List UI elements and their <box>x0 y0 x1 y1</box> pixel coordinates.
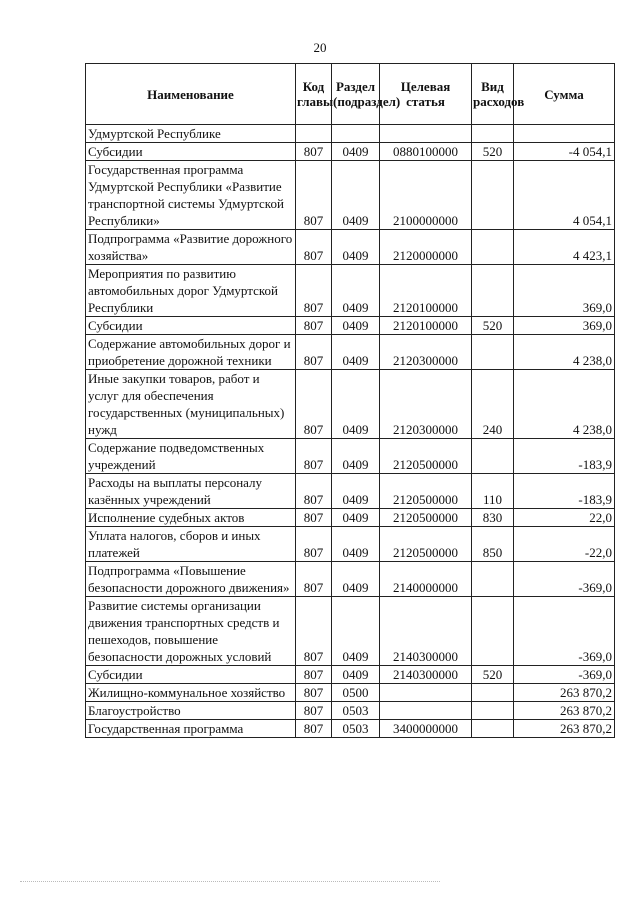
table-row <box>86 527 615 562</box>
cell-name: Иные закупки товаров, работ и услуг для обеспечения государственных (муниципальных) нужд <box>86 370 296 439</box>
cell-sum: 4 238,0 <box>514 335 615 370</box>
cell-type: 520 <box>472 666 514 684</box>
cell-name: Удмуртской Республике <box>86 125 296 143</box>
table-row <box>86 474 615 509</box>
cell-type: 520 <box>472 143 514 161</box>
cell-section: 0409 <box>332 230 380 265</box>
cell-article: 2120300000 <box>380 335 472 370</box>
cell-name: Содержание автомобильных дорог и приобретение дорожной техники <box>86 335 296 370</box>
cell-article: 2120500000 <box>380 527 472 562</box>
cell-sum: 22,0 <box>514 509 615 527</box>
cell-sum: 4 054,1 <box>514 161 615 230</box>
cell-type <box>472 597 514 666</box>
cell-sum: 263 870,2 <box>514 720 615 738</box>
cell-section: 0409 <box>332 265 380 317</box>
cell-sum: -183,9 <box>514 474 615 509</box>
cell-sum: -369,0 <box>514 562 615 597</box>
cell-type: 520 <box>472 317 514 335</box>
cell-type: 240 <box>472 370 514 439</box>
cell-sum <box>514 125 615 143</box>
cell-sum: 4 423,1 <box>514 230 615 265</box>
cell-article: 2120100000 <box>380 317 472 335</box>
cell-article <box>380 702 472 720</box>
cell-article: 0880100000 <box>380 143 472 161</box>
cell-code: 807 <box>296 702 332 720</box>
cell-code: 807 <box>296 317 332 335</box>
cell-sum: -22,0 <box>514 527 615 562</box>
header-code: Код главы <box>296 64 332 125</box>
cell-article: 2120100000 <box>380 265 472 317</box>
cell-code: 807 <box>296 439 332 474</box>
cell-type <box>472 702 514 720</box>
cell-sum: -183,9 <box>514 439 615 474</box>
cell-type: 830 <box>472 509 514 527</box>
cell-sum: -369,0 <box>514 666 615 684</box>
cell-name: Субсидии <box>86 317 296 335</box>
cell-section: 0409 <box>332 562 380 597</box>
cell-type: 850 <box>472 527 514 562</box>
table-row <box>86 439 615 474</box>
cell-code: 807 <box>296 597 332 666</box>
cell-article <box>380 684 472 702</box>
table-row <box>86 509 615 527</box>
table-row <box>86 230 615 265</box>
cell-sum: 369,0 <box>514 317 615 335</box>
cell-type <box>472 265 514 317</box>
cell-code: 807 <box>296 527 332 562</box>
table-row <box>86 666 615 684</box>
cell-name: Субсидии <box>86 143 296 161</box>
cell-type <box>472 335 514 370</box>
cell-sum: 263 870,2 <box>514 702 615 720</box>
cell-name: Расходы на выплаты персоналу казённых учреждений <box>86 474 296 509</box>
cell-type: 110 <box>472 474 514 509</box>
cell-name: Подпрограмма «Развитие дорожного хозяйства» <box>86 230 296 265</box>
cell-section: 0409 <box>332 335 380 370</box>
cell-article: 3400000000 <box>380 720 472 738</box>
header-sum: Сумма <box>514 64 615 125</box>
cell-code: 807 <box>296 143 332 161</box>
budget-table <box>85 63 615 738</box>
header-type: Вид расходов <box>472 64 514 125</box>
cell-section <box>332 125 380 143</box>
cell-section: 0503 <box>332 720 380 738</box>
cell-sum: 369,0 <box>514 265 615 317</box>
cell-section: 0409 <box>332 527 380 562</box>
cell-name: Государственная программа <box>86 720 296 738</box>
cell-section: 0503 <box>332 702 380 720</box>
cell-type <box>472 684 514 702</box>
cell-article <box>380 125 472 143</box>
cell-name: Государственная программа Удмуртской Республики «Развитие транспортной системы Удмуртской Республики» <box>86 161 296 230</box>
cell-name: Подпрограмма «Повышение безопасности дорожного движения» <box>86 562 296 597</box>
table-row <box>86 317 615 335</box>
cell-sum: -4 054,1 <box>514 143 615 161</box>
cell-name: Содержание подведомственных учреждений <box>86 439 296 474</box>
cell-code: 807 <box>296 265 332 317</box>
cell-sum: 4 238,0 <box>514 370 615 439</box>
cell-code: 807 <box>296 230 332 265</box>
table-row <box>86 720 615 738</box>
cell-article: 2120500000 <box>380 509 472 527</box>
cell-article: 2120500000 <box>380 474 472 509</box>
cell-article: 2120000000 <box>380 230 472 265</box>
cell-article: 2140300000 <box>380 597 472 666</box>
cell-article: 2140300000 <box>380 666 472 684</box>
cell-section: 0409 <box>332 666 380 684</box>
cell-name: Исполнение судебных актов <box>86 509 296 527</box>
cell-article: 2120300000 <box>380 370 472 439</box>
cell-type <box>472 161 514 230</box>
table-header-row <box>86 64 615 125</box>
cell-code: 807 <box>296 335 332 370</box>
cell-name: Развитие системы организации движения транспортных средств и пешеходов, повышение безопасности дорожных условий <box>86 597 296 666</box>
cell-article: 2100000000 <box>380 161 472 230</box>
table-row <box>86 562 615 597</box>
cell-code: 807 <box>296 509 332 527</box>
cell-section: 0500 <box>332 684 380 702</box>
cell-sum: -369,0 <box>514 597 615 666</box>
cell-section: 0409 <box>332 161 380 230</box>
table-row <box>86 161 615 230</box>
header-article: Целевая статья <box>380 64 472 125</box>
cell-section: 0409 <box>332 509 380 527</box>
cell-name: Благоустройство <box>86 702 296 720</box>
cell-type <box>472 439 514 474</box>
cell-code: 807 <box>296 666 332 684</box>
cell-section: 0409 <box>332 143 380 161</box>
table-row <box>86 125 615 143</box>
table-row <box>86 265 615 317</box>
cell-section: 0409 <box>332 317 380 335</box>
cell-code: 807 <box>296 720 332 738</box>
cell-section: 0409 <box>332 597 380 666</box>
table-row <box>86 702 615 720</box>
scan-artifact-line <box>20 881 440 882</box>
cell-code <box>296 125 332 143</box>
cell-section: 0409 <box>332 439 380 474</box>
table-row <box>86 335 615 370</box>
cell-type <box>472 125 514 143</box>
cell-code: 807 <box>296 562 332 597</box>
cell-type <box>472 230 514 265</box>
cell-name: Субсидии <box>86 666 296 684</box>
cell-code: 807 <box>296 474 332 509</box>
cell-article: 2120500000 <box>380 439 472 474</box>
cell-code: 807 <box>296 370 332 439</box>
cell-type <box>472 562 514 597</box>
cell-article: 2140000000 <box>380 562 472 597</box>
cell-section: 0409 <box>332 474 380 509</box>
table-body <box>86 125 615 738</box>
cell-type <box>472 720 514 738</box>
cell-name: Жилищно-коммунальное хозяйство <box>86 684 296 702</box>
table-row <box>86 370 615 439</box>
table-row <box>86 684 615 702</box>
table-row <box>86 597 615 666</box>
cell-section: 0409 <box>332 370 380 439</box>
cell-name: Мероприятия по развитию автомобильных дорог Удмуртской Республики <box>86 265 296 317</box>
cell-code: 807 <box>296 161 332 230</box>
header-name: Наименование <box>86 64 296 125</box>
cell-sum: 263 870,2 <box>514 684 615 702</box>
cell-code: 807 <box>296 684 332 702</box>
header-section: Раздел (подраздел) <box>332 64 380 125</box>
cell-name: Уплата налогов, сборов и иных платежей <box>86 527 296 562</box>
table-row <box>86 143 615 161</box>
page-number: 20 <box>313 40 327 55</box>
